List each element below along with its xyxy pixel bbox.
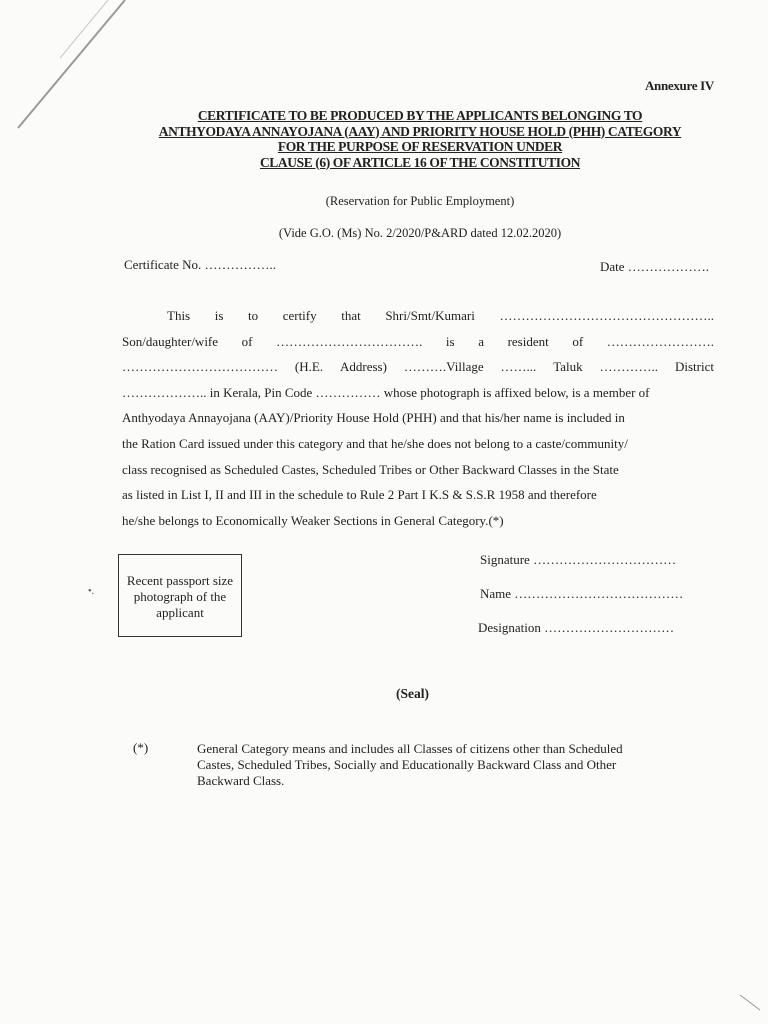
photo-placeholder-box	[118, 554, 242, 637]
word: resident	[507, 333, 549, 349]
signature-field: Signature ……………………………	[480, 552, 677, 567]
word: Taluk	[553, 359, 583, 375]
body-line	[122, 457, 714, 483]
body-line	[122, 354, 714, 380]
scan-streak-line	[18, 0, 125, 128]
photo-label-line: photograph of the	[133, 589, 227, 604]
footnote-line	[197, 741, 707, 757]
certificate-body	[122, 303, 714, 533]
taluk-blank: ……...	[500, 359, 537, 375]
word: of	[572, 333, 584, 349]
photo-label-line: Recent passport size	[126, 573, 234, 588]
certificate-number-field: Certificate No. ……………..	[124, 257, 276, 272]
body-line	[122, 431, 714, 457]
word: to	[247, 308, 259, 323]
certificate-title	[110, 108, 730, 170]
word: of	[241, 333, 253, 349]
title-line: CLAUSE (6) OF ARTICLE 16 OF THE CONSTITUTION	[259, 154, 581, 170]
designation-field: Designation …………………………	[478, 620, 675, 635]
line-text: class recognised as Scheduled Castes, Scheduled Tribes or Other Backward Classes in the State	[122, 461, 619, 477]
name-blank: …………………………………………..	[499, 308, 714, 323]
footnote-line	[197, 757, 707, 773]
word: certify	[282, 308, 317, 323]
stray-mark: •.	[88, 586, 95, 597]
footnote-line-text: Backward Class.	[197, 773, 285, 788]
footnote-marker: (*)	[133, 740, 149, 755]
address-blank: ………………………………	[122, 359, 278, 375]
word: District	[674, 359, 714, 375]
photo-label-line: applicant	[156, 605, 204, 620]
title-line: FOR THE PURPOSE OF RESERVATION UNDER	[277, 139, 563, 154]
body-line	[122, 380, 714, 406]
body-line	[122, 329, 714, 355]
body-line	[122, 482, 714, 508]
word: is	[445, 333, 455, 349]
scan-corner-mark	[740, 995, 760, 1010]
footnote-line-text: General Category means and includes all Classes of citizens other than Scheduled	[197, 741, 623, 756]
footnote-text	[197, 741, 707, 789]
line-text: ……………….. in Kerala, Pin Code …………… whose photograph is affixed below, is a member of	[122, 384, 650, 400]
district-blank: …………..	[599, 359, 659, 375]
line-text: the Ration Card issued under this category and that he/she does not belong to a caste/community/	[122, 435, 628, 451]
body-line	[122, 303, 714, 329]
footnote-line-text: Castes, Scheduled Tribes, Socially and Educationally Backward Class and Other	[197, 757, 617, 772]
word: Son/daughter/wife	[122, 333, 219, 349]
body-line	[122, 405, 714, 431]
body-line	[122, 508, 714, 534]
scan-streak-line-faint	[60, 0, 108, 58]
line-text: he/she belongs to Economically Weaker Sections in General Category.(*)	[122, 512, 504, 528]
annexure-label: Annexure IV	[644, 78, 714, 93]
word: a	[478, 333, 484, 349]
word: Shri/Smt/Kumari	[385, 308, 475, 323]
title-line: ANTHYODAYA ANNAYOJANA (AAY) AND PRIORITY HOUSE HOLD (PHH) CATEGORY	[158, 123, 682, 139]
seal-label: (Seal)	[396, 686, 429, 701]
line-text: as listed in List I, II and III in the schedule to Rule 2 Part I K.S & S.S.R 1958 and therefore	[122, 487, 597, 503]
footnote-line	[197, 773, 707, 789]
date-field: Date ……………….	[600, 259, 710, 274]
parent-name-blank: …………………………….	[276, 333, 423, 349]
name-field: Name …………………………………	[480, 586, 684, 601]
word: is	[214, 308, 224, 323]
subtitle: (Reservation for Public Employment)	[325, 194, 515, 208]
village-blank: ……….Village	[403, 359, 484, 375]
word: This	[167, 308, 191, 323]
residence-blank: …………………….	[606, 333, 714, 349]
title-line: CERTIFICATE TO BE PRODUCED BY THE APPLICANTS BELONGING TO	[197, 108, 643, 123]
government-order-reference: (Vide G.O. (Ms) No. 2/2020/P&ARD dated 12.02.2020)	[278, 226, 562, 240]
word: that	[341, 308, 361, 323]
word: (H.E.	[294, 359, 324, 375]
word: Address)	[340, 359, 387, 375]
line-text: Anthyodaya Annayojana (AAY)/Priority House Hold (PHH) and that his/her name is included in	[122, 410, 625, 426]
